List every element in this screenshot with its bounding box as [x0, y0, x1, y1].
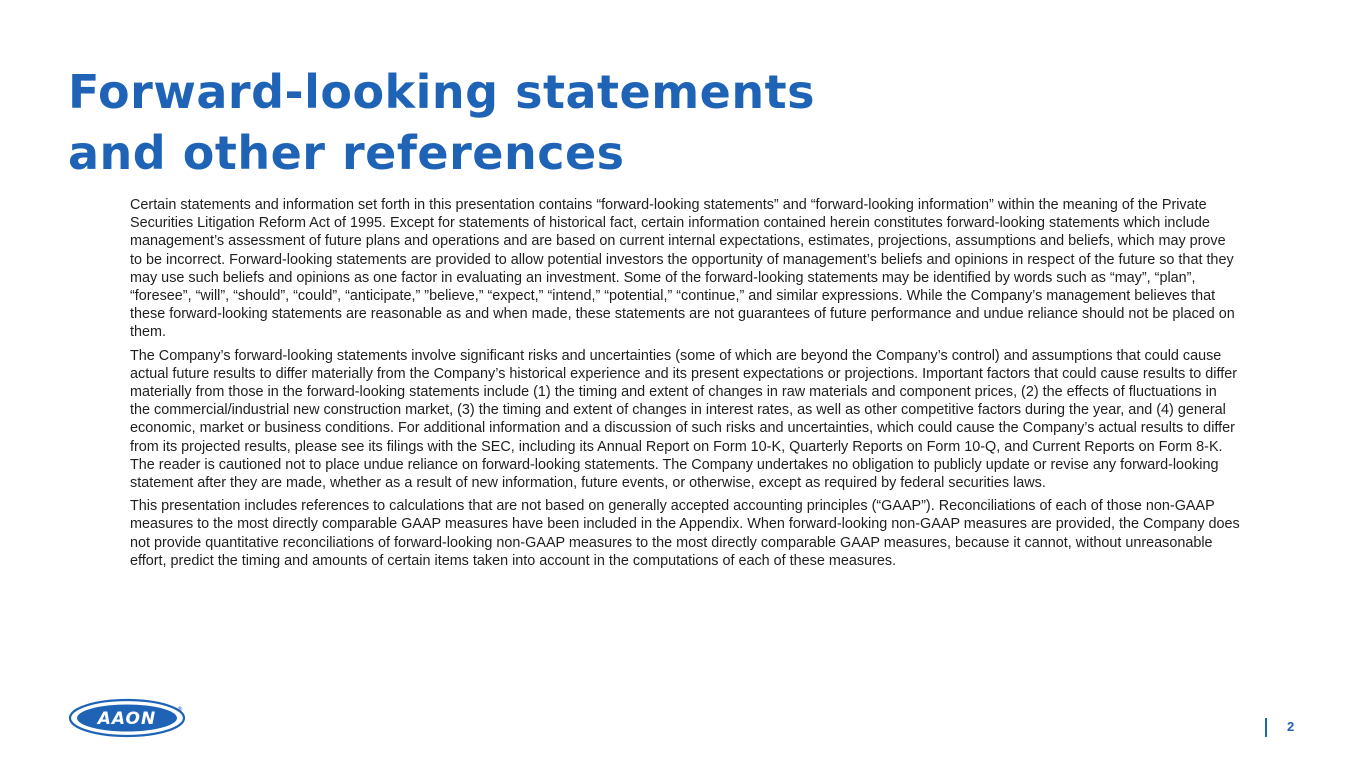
paragraph-risks: The Company’s forward-looking statements involve significant risks and uncertainties (some of which are beyond the Company’s control) and assumptions that could cause actual future results to differ materially from the Company’s historical experience and its present expectations or projections. Important factors that could cause results to differ materially from those in the forward-looking statements include (1) the timing and extent of changes in raw materials and component prices, (2) the effects of fluctuations in the commercial/industrial new construction market, (3) the timing and extent of changes in interest rates, as well as other competitive factors during the year, and (4) general economic, market or business conditions. For additional information and a discussion of such risks and uncertainties, which could cause the Company’s actual results to differ from its projected results, please see its filings with the SEC, including its Annual Report on Form 10-K, Quarterly Reports on Form 10-Q, and Current Reports on Form 8-K. The reader is cautioned not to place undue reliance on forward-looking statements. The Company undertakes no obligation to publicly update or revise any forward-looking statement after they are made, whether as a result of new information, future events, or otherwise, except as required by federal securities laws. — [130, 347, 1238, 492]
paragraph-forward-looking: Certain statements and information set forth in this presentation contains “forward-looking statements” and “forward-looking information” within the meaning of the Private Securities Litigation Reform Act of 1995. Except for statements of historical fact, certain information contained herein constitutes forward-looking statements which include management’s assessment of future plans and operations and are based on current internal expectations, estimates, projections, assumptions and beliefs, which may prove to be incorrect. Forward-looking statements are provided to allow potential investors the opportunity of management’s beliefs and opinions in respect of the future so that they may use such beliefs and opinions as one factor in evaluating an investment. Some of the forward-looking statements may be identified by words such as “may”, “plan”, “foresee”, “will”, “should”, “could”, “anticipate,” ”believe,” “expect,” “intend,” “potential,” “continue,” and similar expressions. While the Company’s management believes that these forward-looking statements are reasonable as and when made, these statements are not guarantees of future performance and undue reliance should not be placed on them. — [130, 197, 1235, 341]
logo-registered-mark: ® — [177, 706, 183, 713]
page-number: 2 — [1287, 719, 1295, 734]
paragraph-non-gaap: This presentation includes references to calculations that are not based on generally accepted accounting principles (“GAAP”). Reconciliations of each of those non-GAAP measures to the most directly comparable GAAP measures have been included in the Appendix. When forward-looking non-GAAP measures are provided, the Company does not provide quantitative reconciliations of forward-looking non-GAAP measures to the most directly comparable GAAP measures, because it cannot, without unreasonable effort, predict the timing and amounts of certain items taken into account in the computations of each of these measures. — [130, 498, 1240, 569]
aaon-logo — [68, 697, 188, 739]
disclaimer-body — [130, 196, 1240, 575]
logo-text: AAON — [97, 709, 157, 729]
page-title — [68, 62, 815, 184]
page-title-line-1: Forward-looking statements — [68, 65, 815, 119]
page-number-divider — [1265, 718, 1267, 737]
page-title-line-2: and other references — [68, 126, 625, 180]
